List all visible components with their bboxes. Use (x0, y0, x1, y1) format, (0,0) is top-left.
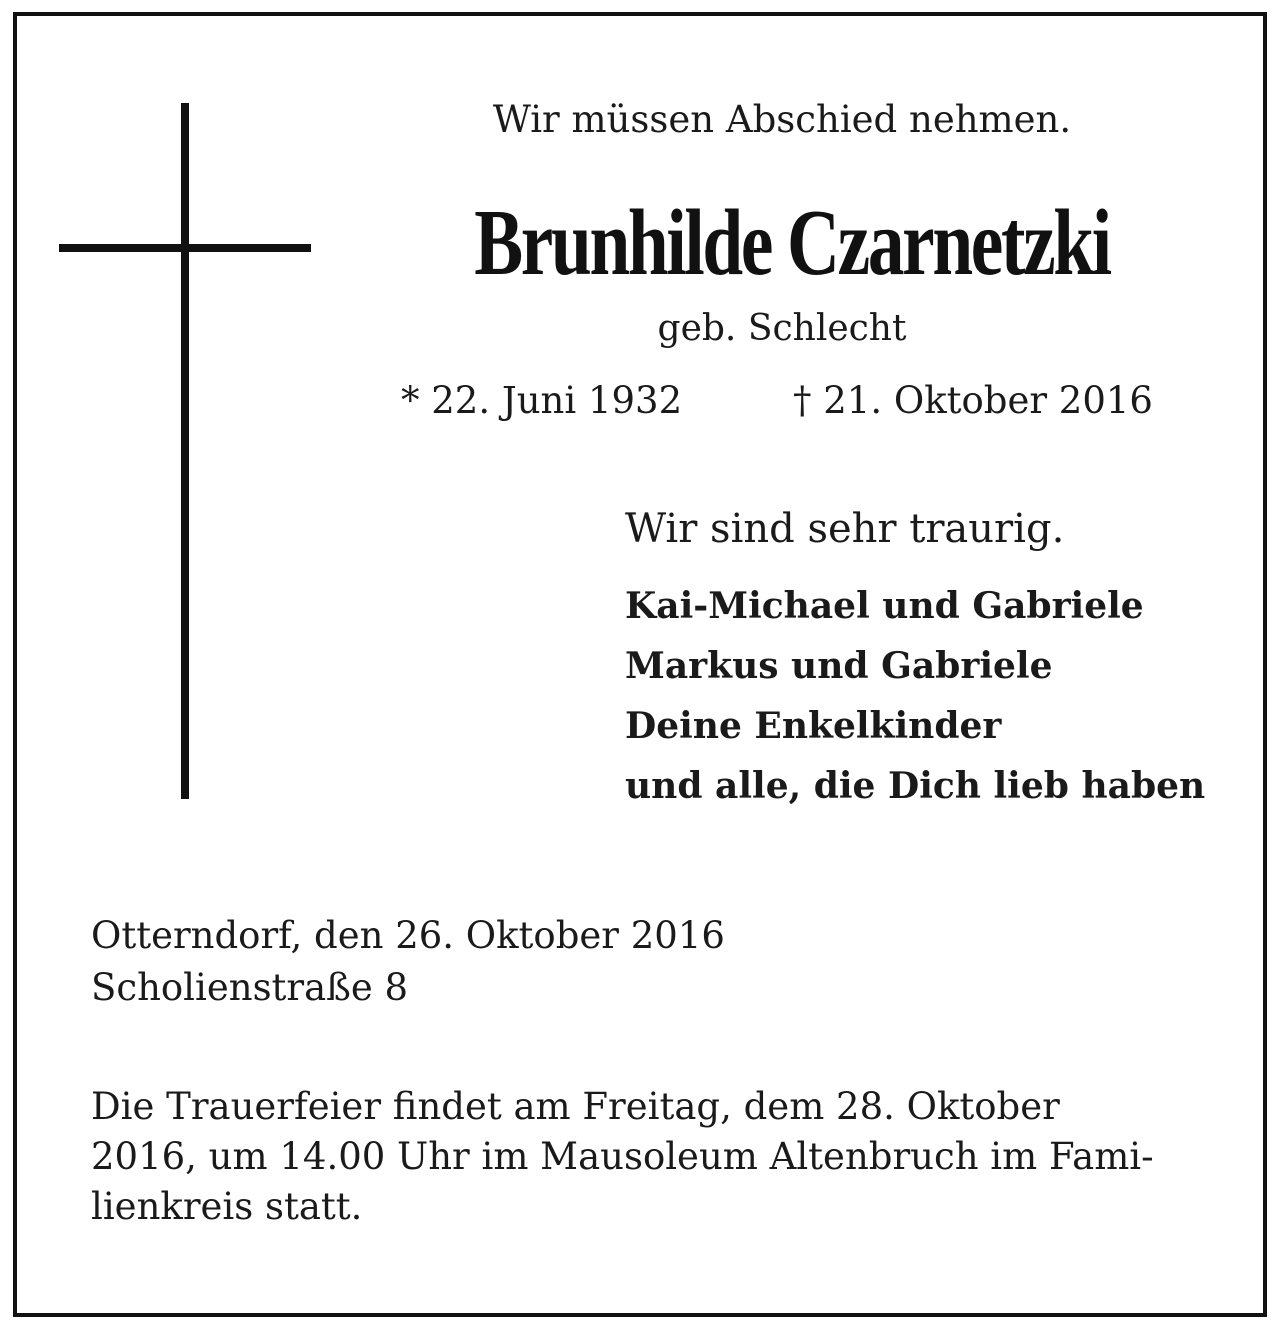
mourner-line: Kai-Michael und Gabriele (625, 585, 1144, 627)
sentiment-line: Wir sind sehr traurig. (625, 506, 1065, 552)
mourner-line: Deine Enkelkinder (625, 705, 1002, 747)
birth-name: geb. Schlecht (657, 308, 907, 349)
service-line: 2016, um 14.00 Uhr im Mausoleum Altenbruch im Fami- (91, 1135, 1154, 1178)
death-date: † 21. Oktober 2016 (793, 379, 1153, 422)
service-line: lienkreis statt. (91, 1185, 363, 1228)
place-date: Otterndorf, den 26. Oktober 2016 (91, 914, 725, 957)
birth-date: * 22. Juni 1932 (401, 379, 683, 422)
funeral-service-info (91, 1082, 1197, 1232)
headline: Wir müssen Abschied nehmen. (492, 98, 1072, 141)
deceased-name: Brunhilde Czarnetzki (474, 191, 1110, 295)
place-and-address (91, 910, 725, 1014)
cross-icon-horizontal-bar (59, 244, 311, 252)
obituary-notice (13, 12, 1267, 1317)
mourner-line: Markus und Gabriele (625, 645, 1053, 687)
service-line: Die Trauerfeier findet am Freitag, dem 28. Oktober (91, 1085, 1060, 1128)
cross-icon-vertical-bar (181, 103, 189, 799)
address: Scholienstraße 8 (91, 966, 409, 1009)
mourner-line: und alle, die Dich lieb haben (625, 765, 1206, 807)
mourners-list (625, 576, 1205, 816)
